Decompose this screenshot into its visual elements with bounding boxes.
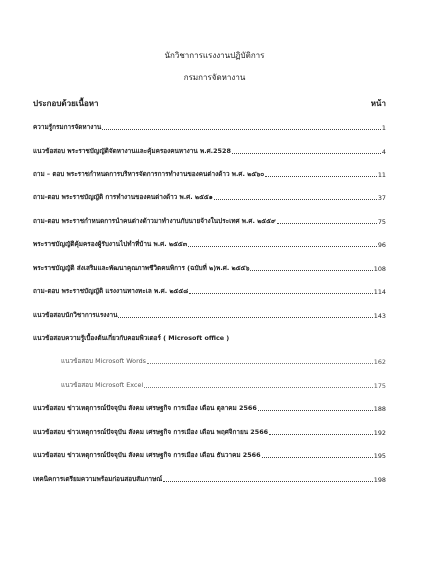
toc-dot-leader — [250, 269, 372, 271]
toc-entry-page-number: 96 — [377, 241, 386, 249]
document-title: นักวิชาการแรงงานปฏิบัติการ — [164, 51, 265, 60]
toc-entry-label: ความรู้กรมการจัดหางาน — [33, 123, 102, 131]
toc-entry-page-number: 11 — [377, 171, 386, 179]
toc-entry-page-number: 114 — [373, 288, 386, 296]
toc-entry-label: ถาม-ตอบ พระราชบัญญัติ แรงงานทางทะเล พ.ศ. ๒๕๕๘ — [33, 287, 189, 295]
toc-entry-label: ถาม-ตอบ พระราชบัญญัติ การทำงานของคนต่างด้าว พ.ศ. ๒๕๕๑ — [33, 193, 213, 201]
toc-dot-leader — [163, 480, 373, 482]
toc-dot-leader — [188, 245, 377, 247]
toc-entry[interactable] — [33, 332, 386, 343]
toc-entry-page-number: 1 — [381, 124, 386, 132]
toc-entry[interactable] — [33, 285, 386, 296]
toc-dot-leader — [144, 386, 373, 388]
toc-entry-label: แนวข้อสอบ ข่าวเหตุการณ์ปัจจุบัน สังคม เศรษฐกิจ การเมือง เดือน พฤศจิกายน 2566 — [33, 428, 269, 436]
toc-entry-label: แนวข้อสอบ Microsoft Excel — [61, 381, 144, 389]
toc-entry-page-number: 195 — [373, 452, 386, 460]
page-column-heading: หน้า — [370, 99, 386, 108]
toc-entry-page-number: 198 — [373, 476, 386, 484]
toc-entry-label: เทคนิคการเตรียมความพร้อมก่อนสอบสัมภาษณ์ — [33, 475, 163, 483]
toc-entry-label: แนวข้อสอบนักวิชาการแรงงาน — [33, 311, 118, 319]
toc-entry-page-number: 192 — [373, 429, 386, 437]
toc-entry[interactable] — [33, 449, 386, 460]
toc-dot-leader — [189, 292, 373, 294]
toc-entry-label: แนวข้อสอบ Microsoft Words — [61, 357, 146, 365]
toc-dot-leader — [277, 222, 377, 224]
toc-entry-label: ถาม – ตอบ พระราชกำหนดการบริหารจัดการการทำงานของคนต่างด้าว พ.ศ. ๒๕๖๐ — [33, 170, 265, 178]
toc-entry-label: พระราชบัญญัติคุ้มครองผู้รับงานไปทำที่บ้าน พ.ศ. ๒๕๕๓ — [33, 240, 188, 248]
toc-dot-leader — [262, 456, 373, 458]
toc-entry-label: พระราชบัญญัติ ส่งเสริมและพัฒนาคุณภาพชีวิตคนพิการ (ฉบับที่ ๒)พ.ศ. ๒๕๕๖ — [33, 264, 250, 272]
toc-entry-page-number: 175 — [373, 382, 386, 390]
toc-entry-page-number: 75 — [377, 218, 386, 226]
toc-entry[interactable] — [33, 168, 386, 179]
toc-dot-leader — [118, 316, 372, 318]
toc-entry-label: แนวข้อสอบ ข่าวเหตุการณ์ปัจจุบัน สังคม เศรษฐกิจ การเมือง เดือน ตุลาคม 2566 — [33, 404, 257, 412]
toc-entry-label: ถาม-ตอบ พระราชกำหนดการนำคนต่างด้าวมาทำงานกับนายจ้างในประเทศ พ.ศ. ๒๕๕๙ — [33, 217, 276, 225]
toc-dot-leader — [269, 433, 373, 435]
toc-dot-leader — [258, 409, 373, 411]
toc-entry-page-number: 108 — [373, 265, 386, 273]
toc-dot-leader — [232, 152, 381, 154]
toc-entry-page-number: 188 — [373, 405, 386, 413]
toc-entry-label: แนวข้อสอบความรู้เบื้องต้นเกี่ยวกับคอมพิวเตอร์ ( Microsoft office ) — [33, 334, 230, 342]
toc-entry-page-number: 162 — [373, 358, 386, 366]
toc-entry[interactable] — [61, 379, 386, 390]
toc-entry[interactable] — [33, 145, 386, 156]
toc-entry[interactable] — [33, 215, 386, 226]
toc-dot-leader — [265, 175, 377, 177]
toc-entry-label: แนวข้อสอบ ข่าวเหตุการณ์ปัจจุบัน สังคม เศรษฐกิจ การเมือง เดือน ธันวาคม 2566 — [33, 451, 261, 459]
toc-entry-page-number: 143 — [373, 312, 386, 320]
toc-entry-page-number: 37 — [377, 194, 386, 202]
toc-entry[interactable] — [33, 121, 386, 132]
toc-entry[interactable] — [33, 238, 386, 249]
toc-entry-label: แนวข้อสอบ พระราชบัญญัติจัดหางานและคุ้มครองคนหางาน พ.ศ.2528 — [33, 147, 231, 155]
toc-entry[interactable] — [33, 402, 386, 413]
toc-dot-leader — [147, 362, 373, 364]
toc-dot-leader — [102, 128, 381, 130]
document-subtitle: กรมการจัดหางาน — [183, 73, 246, 82]
contents-heading: ประกอบด้วยเนื้อหา — [33, 99, 99, 108]
toc-entry[interactable] — [33, 309, 386, 320]
toc-dot-leader — [214, 198, 377, 200]
toc-entry[interactable] — [33, 191, 386, 202]
toc-header — [33, 97, 386, 110]
toc-entry[interactable] — [61, 355, 386, 366]
toc-entry[interactable] — [33, 426, 386, 437]
toc-entry[interactable] — [33, 473, 386, 484]
toc-entry-page-number: 4 — [381, 148, 386, 156]
toc-entry[interactable] — [33, 262, 386, 273]
